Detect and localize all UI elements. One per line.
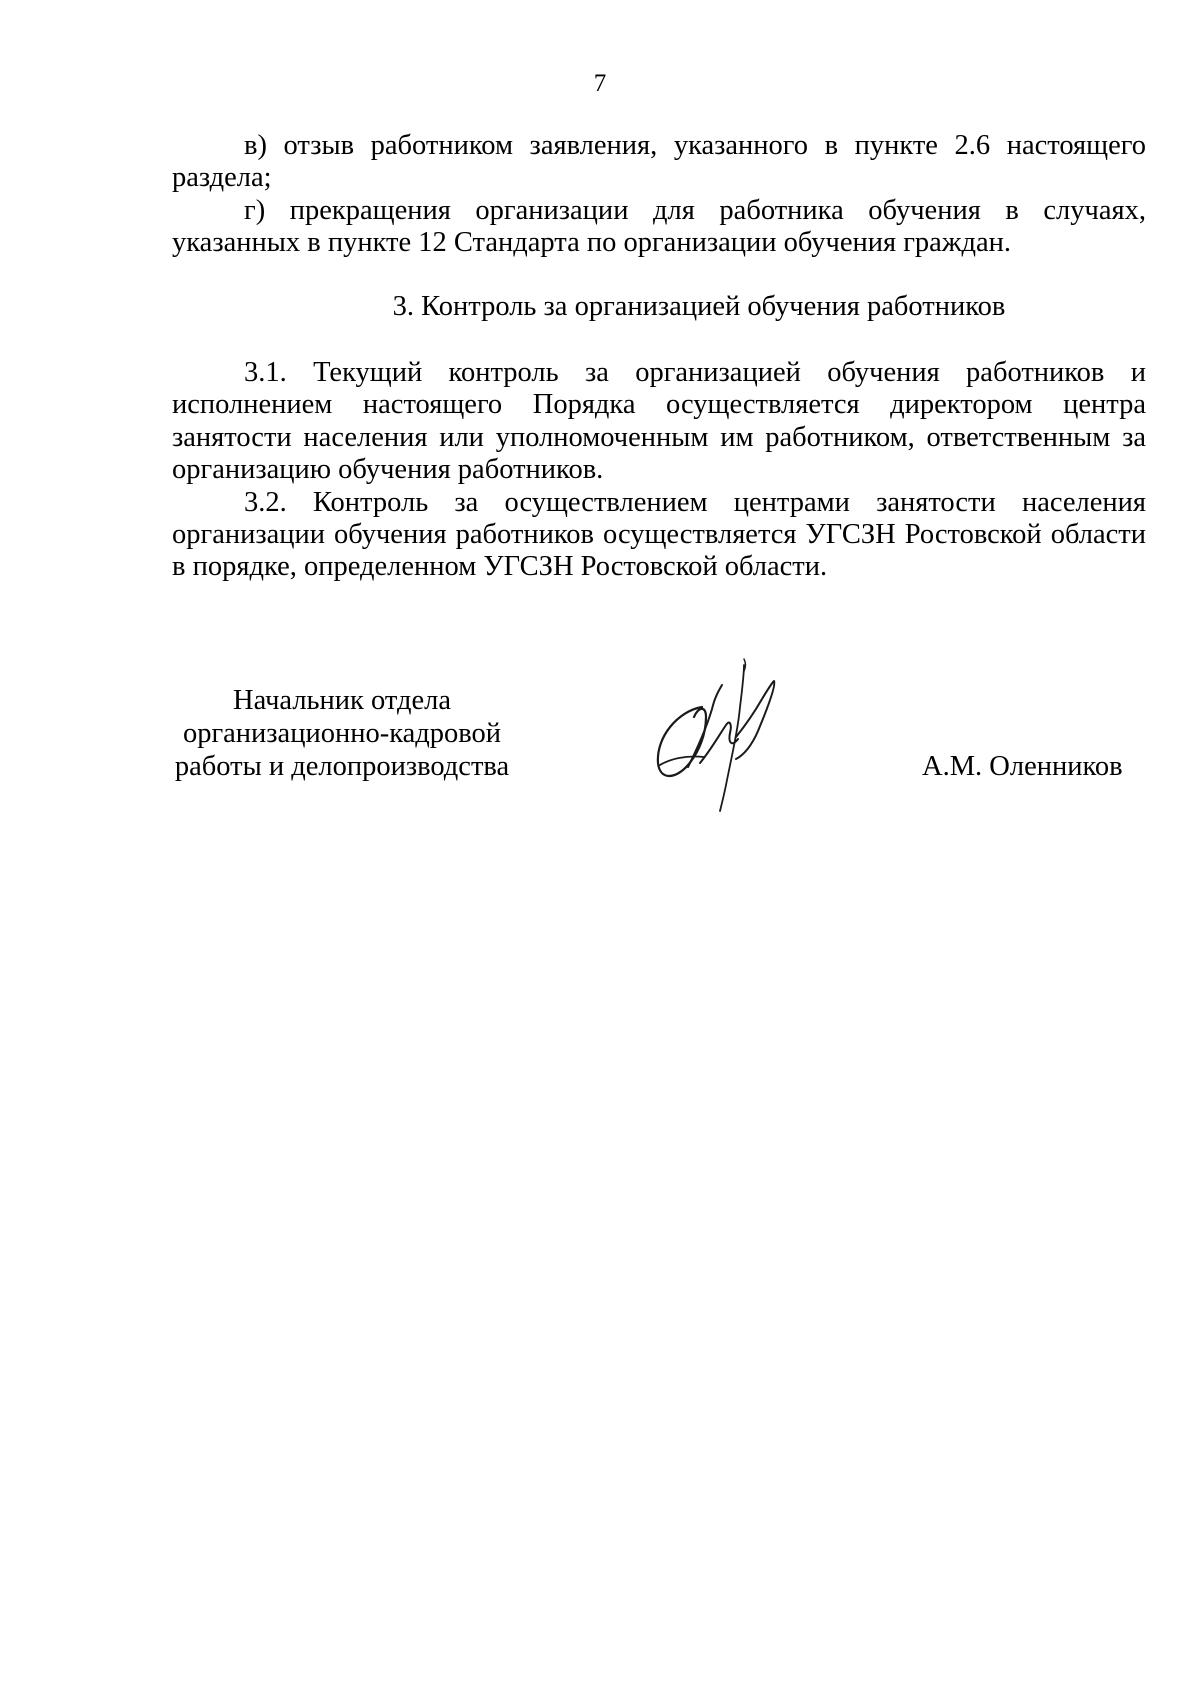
- signer-name: А.М. Оленников: [922, 751, 1123, 782]
- item-g-paragraph: г) прекращения организации для работника обучения в случаях, указанных в пункте 12 Стандарта по организации обучения граждан.: [172, 194, 1146, 259]
- signer-position-line: работы и делопроизводства: [174, 751, 510, 782]
- item-v-paragraph: в) отзыв работником заявления, указанного в пункте 2.6 настоящего раздела;: [172, 130, 1146, 194]
- signature-block: [0, 681, 1200, 831]
- signer-position-line: организационно-кадровой: [182, 718, 502, 749]
- signer-position: [172, 684, 512, 783]
- paragraph-3-2: 3.2. Контроль за осуществлением центрами занятости населения организации обучения работников осуществляется УГСЗН Ростовской области в порядке, определенном УГСЗН Ростовской области.: [172, 486, 1146, 583]
- section-3-body: [172, 357, 1146, 584]
- handwritten-signature: [640, 655, 820, 815]
- signer-position-line: Начальник отдела: [233, 685, 451, 716]
- page-number: 7: [593, 70, 607, 97]
- paragraph-3-1: 3.1. Текущий контроль за организацией обучения работников и исполнением настоящего Порядка осуществляется директором центра занятости населения или уполномоченным им работником, ответственным за организацию обучения работников.: [172, 357, 1146, 486]
- section-3-heading: 3. Контроль за организацией обучения работников: [392, 291, 1006, 322]
- section-2-ending: [172, 130, 1146, 260]
